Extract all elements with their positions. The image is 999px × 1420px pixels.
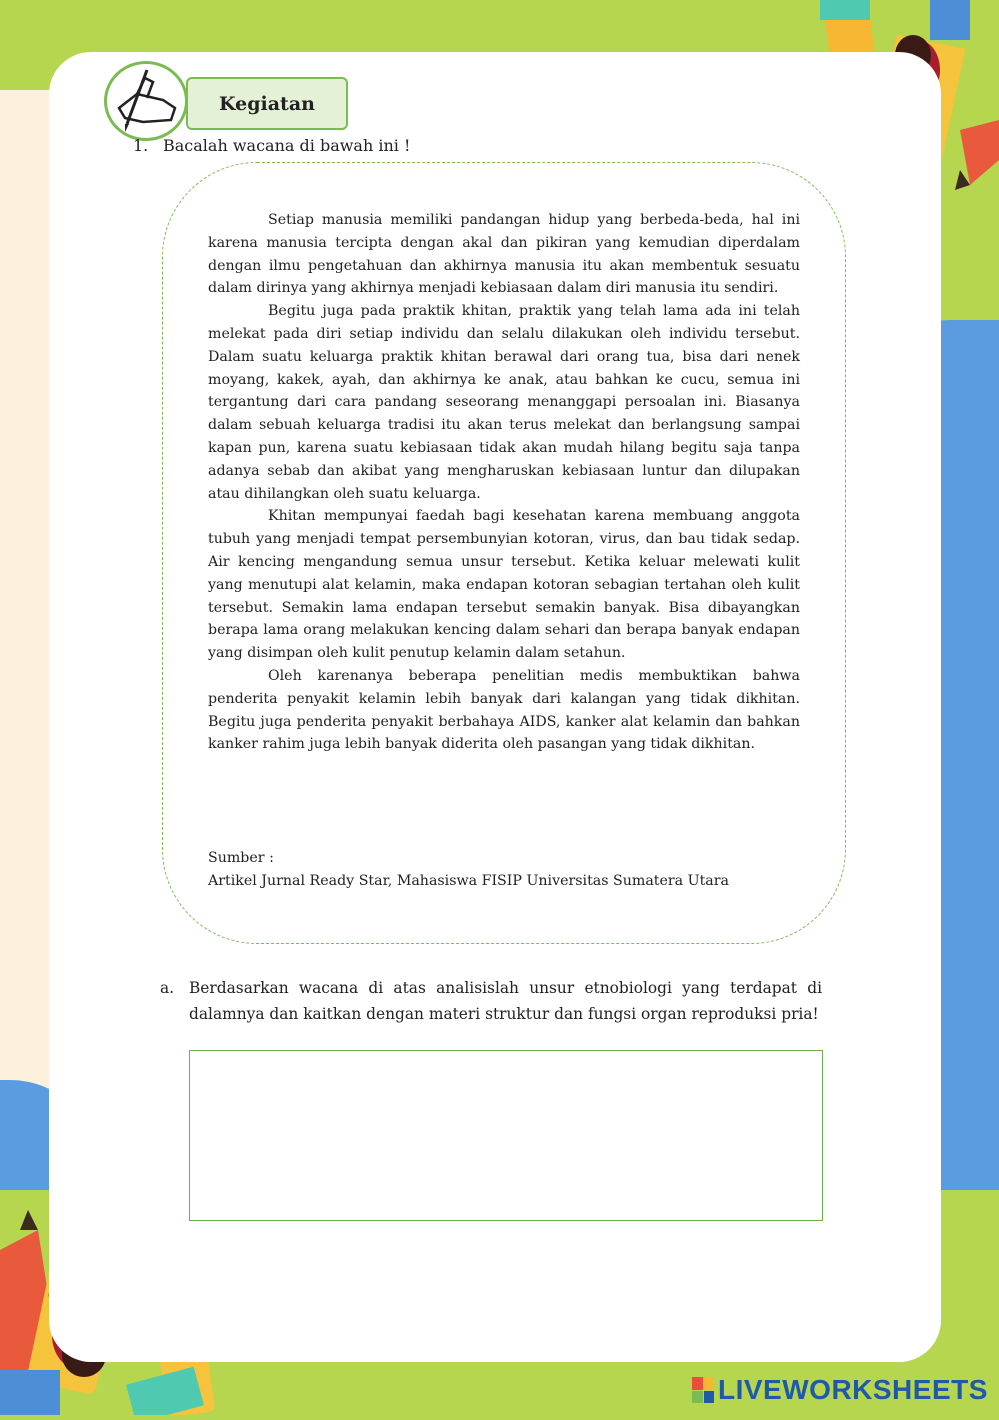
reading-paragraph: Oleh karenanya beberapa penelitian medis membuktikan bahwa penderita penyakit kelamin lebih banyak dari kalangan yang tidak dikhitan. Begitu juga penderita penyakit berbahaya AIDS, kanker alat kelamin dan bahkan kanker rahim juga lebih banyak diderita oleh pasangan yang tidak dikhitan. (208, 667, 800, 753)
question-1-text: Bacalah wacana di bawah ini ! (163, 136, 411, 155)
source-text: Artikel Jurnal Ready Star, Mahasiswa FISIP Universitas Sumatera Utara (208, 873, 730, 889)
reading-paragraph: Begitu juga pada praktik khitan, praktik yang telah lama ada ini telah melekat pada diri setiap individu dan selalu dilakukan oleh individu tersebut. Dalam suatu keluarga praktik khitan berawal dari orang tua, bisa dari nenek moyang, kakek, ayah, dan akhirnya ke anak, atau bahkan ke cucu, semua ini tergantung dari cara pandang seseorang menanggapi persoalan ini. Biasanya dalam sebuah keluarga tradisi itu akan terus melekat dan berlangsung sampai kapan pun, karena suatu kebiasaan tidak akan mudah hilang begitu saja tanpa adanya sebab dan akibat yang mengharuskan kebiasaan luntur dan dilupakan atau dihilangkan oleh suatu keluarga. (208, 303, 800, 502)
source-label: Sumber : (208, 850, 274, 866)
reading-paragraph: Setiap manusia memiliki pandangan hidup yang berbeda-beda, hal ini karena manusia tercipta dengan akal dan pikiran yang kemudian diperdalam dengan ilmu pengetahuan dan akhirnya manusia itu akan membentuk sesuatu dalam dirinya yang akhirnya menjadi kebiasaan dalam diri manusia itu sendiri. (208, 212, 800, 297)
question-a-letter: a. (160, 979, 175, 997)
writing-hand-icon (107, 64, 185, 138)
question-a (160, 975, 822, 1027)
activity-title: Kegiatan (186, 77, 348, 130)
question-a-text: Berdasarkan wacana di atas analisislah unsur etnobiologi yang terdapat di dalamnya dan kaitkan dengan materi struktur dan fungsi organ reproduksi pria! (189, 979, 822, 1023)
reading-text (208, 209, 800, 756)
header-badge (104, 61, 188, 141)
question-1 (133, 136, 410, 155)
answer-input[interactable] (189, 1050, 823, 1221)
brand-text: LIVEWORKSHEETS (718, 1374, 988, 1405)
liveworksheets-logo (692, 1374, 988, 1406)
reading-paragraph: Khitan mempunyai faedah bagi kesehatan karena membuang anggota tubuh yang menjadi tempat persembunyian kotoran, virus, dan bau tidak sedap. Air kencing mengandung semua unsur tersebut. Ketika keluar melewati kulit yang menutupi alat kelamin, maka endapan kotoran sebagian tertahan oleh kulit tersebut. Semakin lama endapan tersebut semakin banyak. Bisa dibayangkan berapa lama orang melakukan kencing dalam sehari dan berapa banyak endapan yang disimpan oleh kulit penutup kelamin dalam setahun. (208, 508, 800, 662)
question-1-number: 1. (133, 136, 149, 155)
liveworksheets-mark-icon (692, 1377, 714, 1403)
